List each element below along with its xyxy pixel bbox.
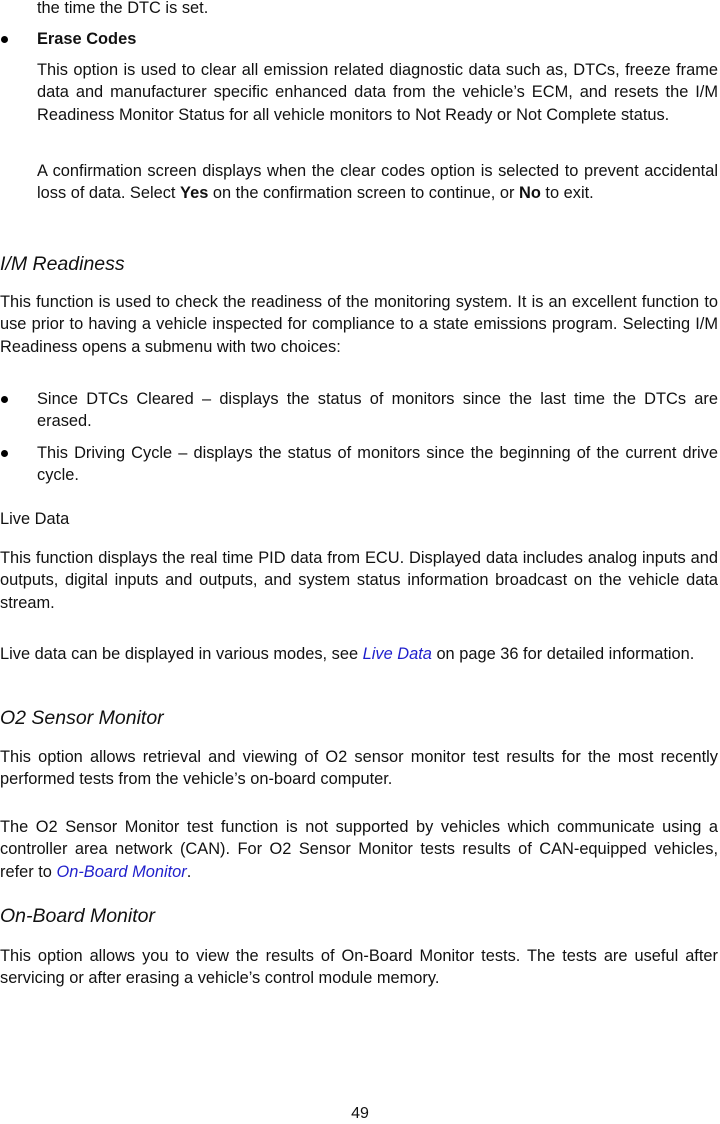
o2-can-note-text-a: The O2 Sensor Monitor test function is not supported by vehicles which communicate using a controller area network (CAN). For O2 Sensor Monitor tests results of CAN-equipped vehicles, refer to — [0, 818, 718, 881]
im-readiness-description: This function is used to check the readiness of the monitoring system. It is an excellent function to use prior to having a vehicle inspected for compliance to a state emissions program. Selecting I/M Readiness opens a submenu with two choices: — [0, 293, 718, 356]
o2-sensor-description: This option allows retrieval and viewing of O2 sensor monitor test results for the most recently performed tests from the vehicle’s on-board computer. — [0, 748, 718, 789]
confirmation-text-b: on the confirmation screen to continue, or — [208, 184, 519, 203]
erase-codes-bullet — [0, 28, 720, 50]
live-data-link[interactable]: Live Data — [362, 645, 432, 663]
live-data-modes — [0, 643, 720, 665]
no-label: No — [519, 184, 541, 203]
bullet-dot-icon — [1, 396, 8, 403]
o2-can-note-text-b: . — [186, 862, 192, 881]
yes-label: Yes — [180, 184, 209, 203]
erase-codes-description: This option is used to clear all emission related diagnostic data such as, DTCs, freeze frame data and manufacturer specific enhanced data from the vehicle’s ECM, and resets the I/M Readiness Monitor Status for all vehicle monitors to Not Ready or Not Complete status. — [37, 61, 718, 124]
bullet-dot-icon — [1, 36, 8, 43]
live-data-modes-text-a: Live data can be displayed in various modes, see — [0, 645, 363, 663]
o2-sensor-can-note — [0, 816, 720, 883]
on-board-monitor-heading: On-Board Monitor — [0, 905, 155, 927]
live-data-heading: Live Data — [0, 510, 70, 528]
o2-sensor-heading: O2 Sensor Monitor — [0, 707, 164, 729]
bullet-text: This Driving Cycle – displays the status of monitors since the beginning of the current drive cycle. — [37, 444, 718, 485]
erase-codes-title: Erase Codes — [37, 30, 137, 48]
im-bullet-this-driving-cycle — [0, 442, 720, 487]
im-bullet-since-dtcs-cleared — [0, 388, 720, 433]
erase-codes-confirmation — [0, 160, 720, 205]
live-data-modes-text-b: on page 36 for detailed information. — [431, 645, 695, 663]
on-board-monitor-link[interactable]: On-Board Monitor — [56, 862, 187, 881]
page-number: 49 — [351, 1105, 369, 1122]
continuation-text: the time the DTC is set. — [37, 0, 209, 17]
confirmation-text-c: to exit. — [540, 184, 594, 203]
on-board-monitor-description: This option allows you to view the results of On-Board Monitor tests. The tests are useful after servicing or after erasing a vehicle’s control module memory. — [0, 947, 718, 988]
bullet-text: Since DTCs Cleared – displays the status of monitors since the last time the DTCs are erased. — [37, 390, 718, 431]
confirmation-text-a: A confirmation screen displays when the clear codes option is selected to prevent accidental loss of data. Select — [37, 162, 718, 203]
live-data-description: This function displays the real time PID data from ECU. Displayed data includes analog inputs and outputs, digital inputs and outputs, and system status information broadcast on the vehicle data stream. — [0, 549, 718, 612]
bullet-dot-icon — [1, 450, 8, 457]
im-readiness-heading: I/M Readiness — [0, 253, 125, 275]
